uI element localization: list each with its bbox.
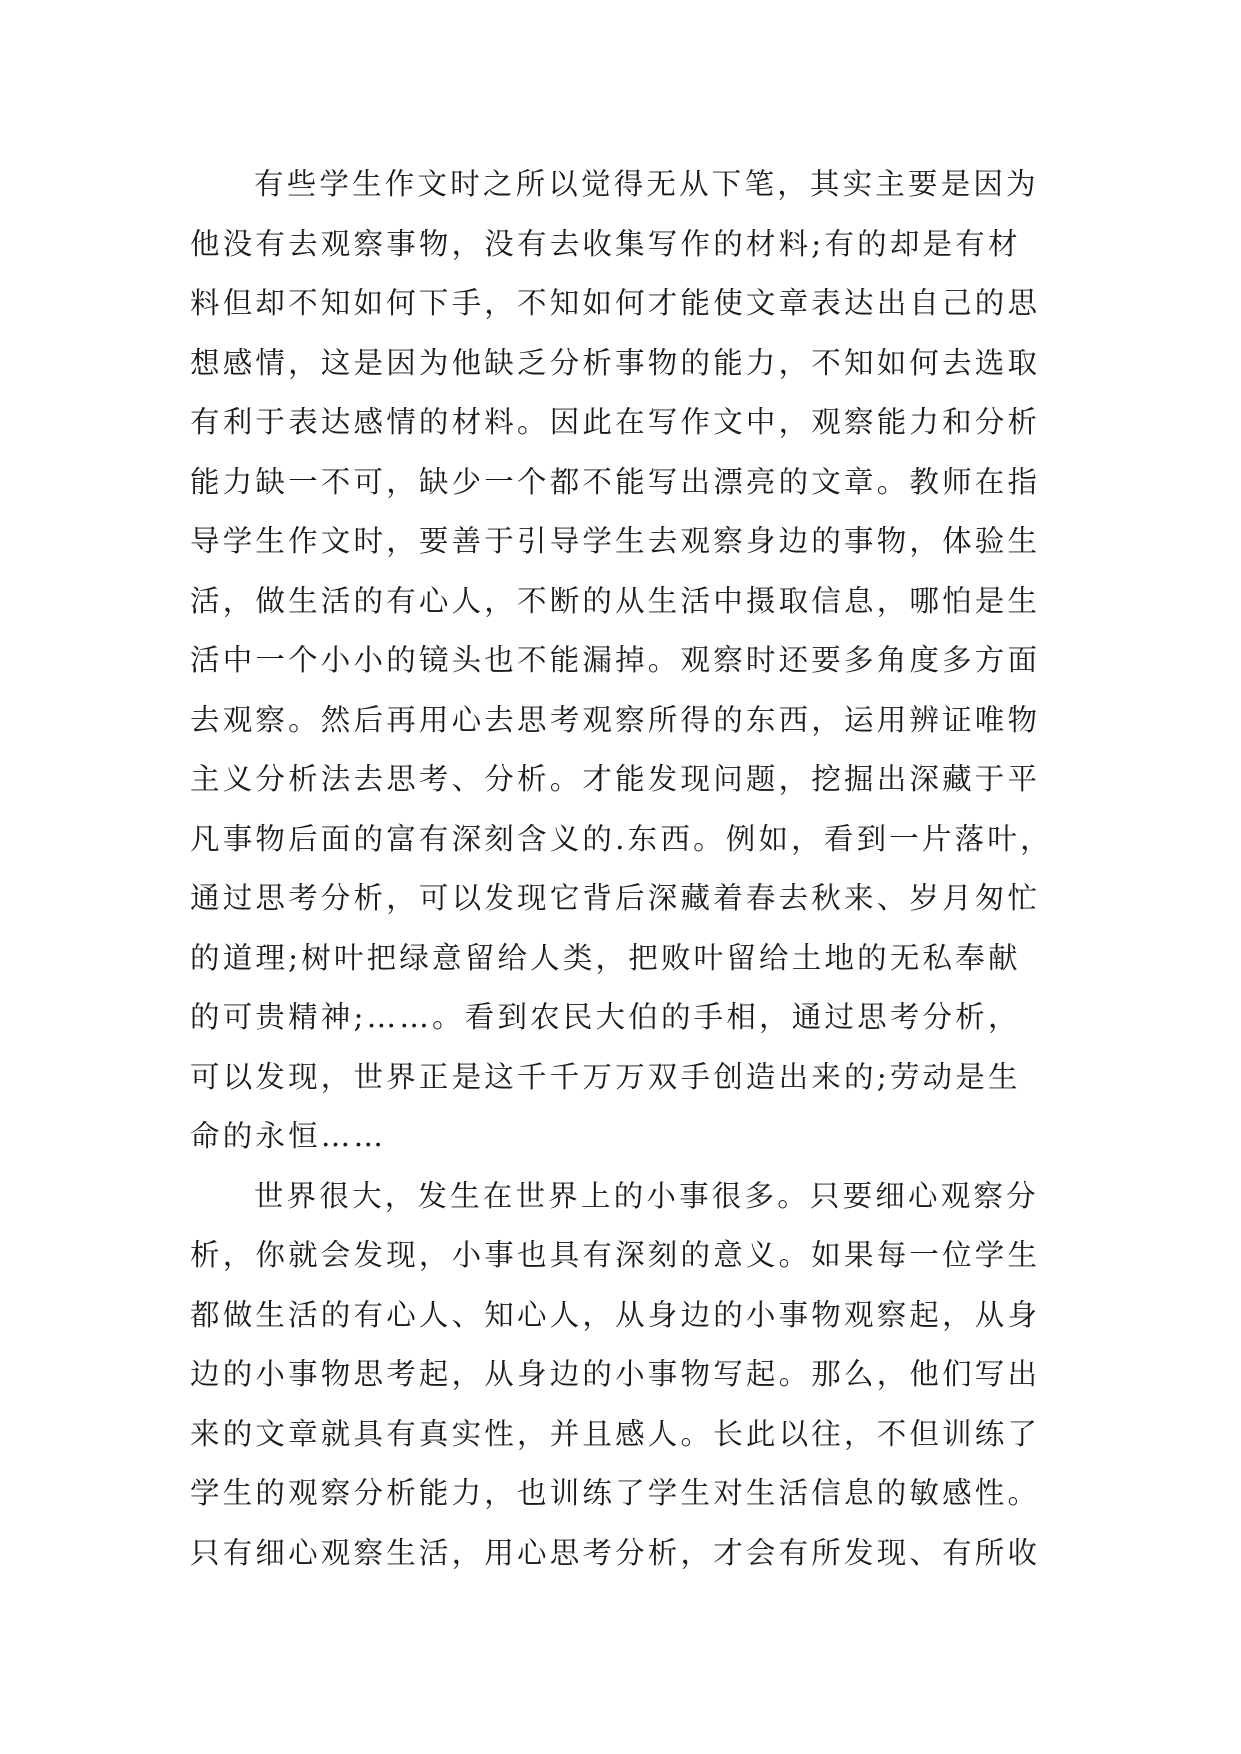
- text-line: 的道理;树叶把绿意留给人类，把败叶留给土地的无私奉献: [190, 940, 1021, 975]
- text-line: 可以发现，世界正是这千千万万双手创造出来的;劳动是生: [190, 1059, 1021, 1094]
- text-line: 通过思考分析，可以发现它背后深藏着春去秋来、岁月匆忙: [190, 881, 1041, 915]
- text-line: 的可贵精神;……。看到农民大伯的手相，通过思考分析，: [190, 1000, 1021, 1034]
- text-line: 学生的观察分析能力，也训练了学生对生活信息的敏感性。: [190, 1476, 1041, 1510]
- paragraph-1: [190, 155, 1053, 1167]
- text-line: 边的小事物思考起，从身边的小事物写起。那么，他们写出: [190, 1357, 1041, 1391]
- text-line: 想感情，这是因为他缺乏分析事物的能力，不知如何去选取: [190, 345, 1041, 380]
- text-line: 去观察。然后再用心去思考观察所得的东西，运用辨证唯物: [190, 702, 1041, 737]
- text-line: 能力缺一不可，缺少一个都不能写出漂亮的文章。教师在指: [190, 464, 1041, 499]
- text-line: 只有细心观察生活，用心思考分析，才会有所发现、有所收: [190, 1535, 1041, 1570]
- text-line: 活中一个小小的镜头也不能漏掉。观察时还要多角度多方面: [190, 643, 1041, 677]
- text-line: 命的永恒……: [190, 1119, 387, 1153]
- text-line: 活，做生活的有心人，不断的从生活中摄取信息，哪怕是生: [190, 583, 1041, 618]
- body-text: [190, 155, 1053, 1583]
- text-line: 析，你就会发现，小事也具有深刻的意义。如果每一位学生: [190, 1238, 1041, 1272]
- text-line: 他没有去观察事物，没有去收集写作的材料;有的却是有材: [190, 226, 1021, 261]
- paragraph-2: [190, 1167, 1050, 1584]
- text-line: 有些学生作文时之所以觉得无从下笔，其实主要是因为: [254, 167, 1039, 201]
- text-line: 导学生作文时，要善于引导学生去观察身边的事物，体验生: [190, 524, 1041, 558]
- text-line: 主义分析法去思考、分析。才能发现问题，挖掘出深藏于平: [190, 762, 1041, 796]
- text-line: 料但却不知如何下手，不知如何才能使文章表达出自己的思: [190, 286, 1041, 320]
- text-line: 都做生活的有心人、知心人，从身边的小事物观察起，从身: [190, 1297, 1041, 1332]
- text-line: 有利于表达感情的材料。因此在写作文中，观察能力和分析: [190, 405, 1041, 439]
- text-line: 凡事物后面的富有深刻含义的.东西。例如，看到一片落叶，: [190, 821, 1053, 856]
- text-line: 来的文章就具有真实性，并且感人。长此以往，不但训练了: [190, 1416, 1041, 1451]
- text-line: 世界很大，发生在世界上的小事很多。只要细心观察分: [254, 1178, 1039, 1213]
